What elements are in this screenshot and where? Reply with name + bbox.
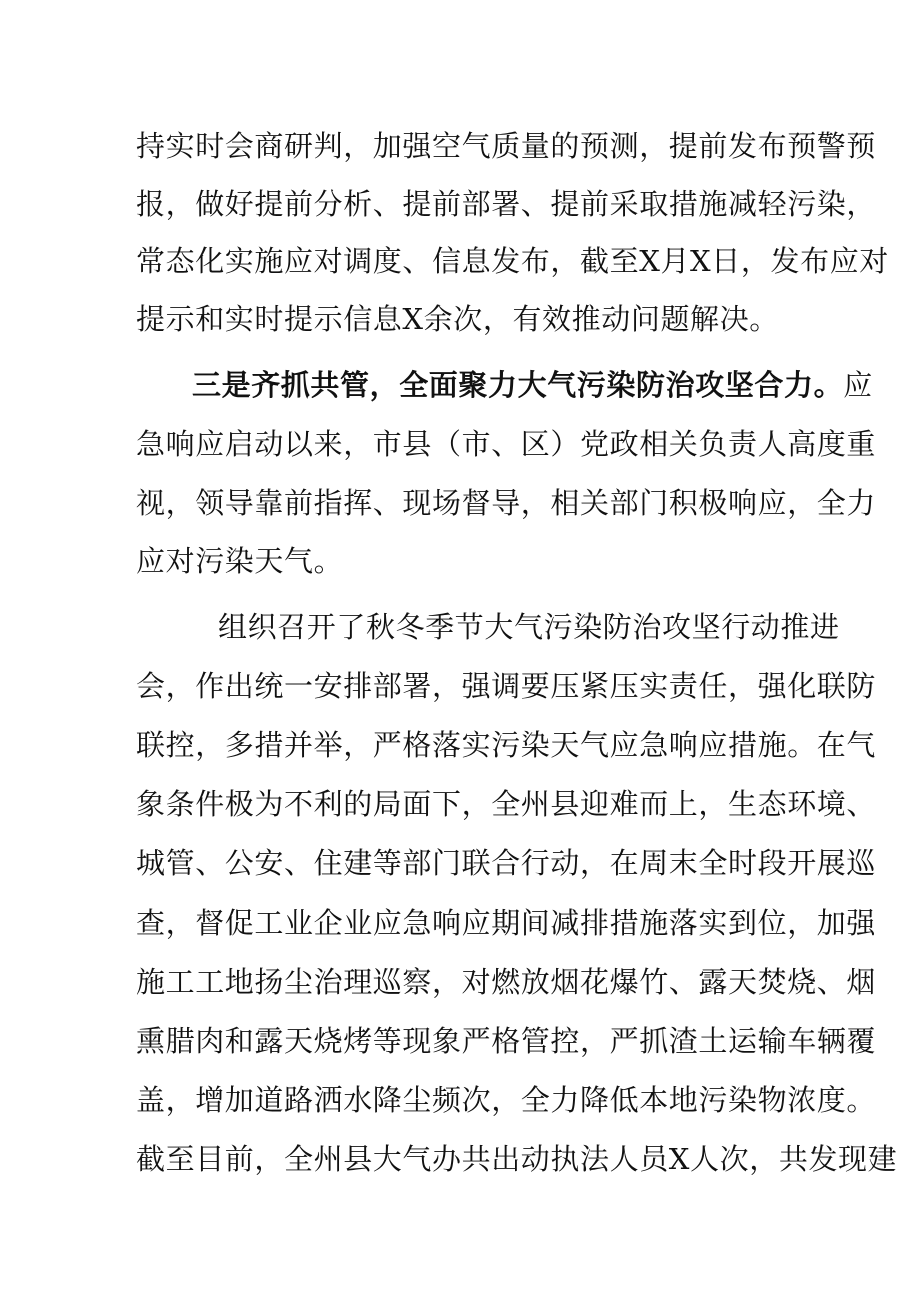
heading-line-rest: 应 (843, 368, 873, 402)
text-line: 施工工地扬尘治理巡察，对燃放烟花爆竹、露天焚烧、烟 (136, 965, 877, 999)
text-line: 提示和实时提示信息X余次，有效推动问题解决。 (136, 302, 779, 336)
text-line: 报，做好提前分析、提前部署、提前采取措施减轻污染， (136, 187, 877, 221)
text-line: 象条件极为不利的局面下，全州县迎难而上，生态环境、 (136, 787, 877, 821)
text-line: 应对污染天气。 (136, 544, 344, 578)
text-line: 查，督促工业企业应急响应期间减排措施落实到位，加强 (136, 906, 877, 940)
text-line: 持实时会商研判，加强空气质量的预测，提前发布预警预 (136, 129, 877, 163)
text-line: 熏腊肉和露天烧烤等现象严格管控，严抓渣土运输车辆覆 (136, 1024, 877, 1058)
text-line: 急响应启动以来，市县（市、区）党政相关负责人高度重 (136, 427, 877, 461)
text-line: 视，领导靠前指挥、现场督导，相关部门积极响应，全力 (136, 486, 877, 520)
text-line: 盖，增加道路洒水降尘频次，全力降低本地污染物浓度。 (136, 1083, 877, 1117)
paragraph-heading-line (192, 367, 873, 403)
section-heading: 三是齐抓共管，全面聚力大气污染防治攻坚合力。 (192, 368, 844, 402)
text-line: 截至目前，全州县大气办共出动执法人员X人次，共发现建 (136, 1142, 898, 1176)
text-line: 城管、公安、住建等部门联合行动，在周末全时段开展巡 (136, 846, 877, 880)
text-line: 联控，多措并举，严格落实污染天气应急响应措施。在气 (136, 728, 877, 762)
text-line: 会，作出统一安排部署，强调要压紧压实责任，强化联防 (136, 669, 877, 703)
text-line: 组织召开了秋冬季节大气污染防治攻坚行动推进 (218, 610, 840, 644)
text-line: 常态化实施应对调度、信息发布，截至X月X日，发布应对 (136, 244, 889, 278)
